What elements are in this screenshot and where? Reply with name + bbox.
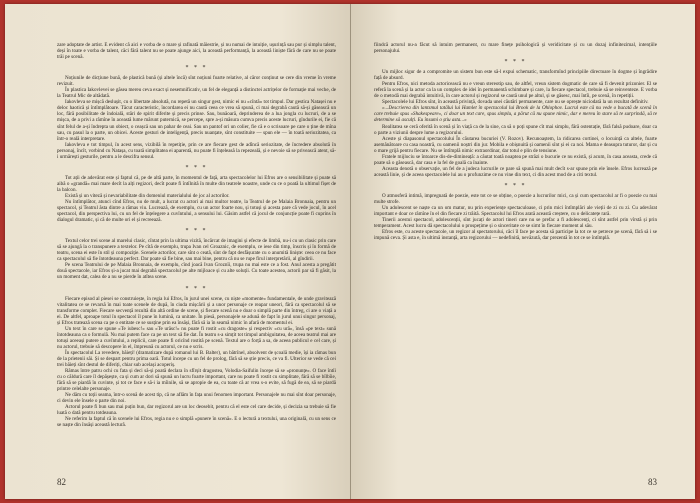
right-page <box>350 4 695 499</box>
paragraph: Pentru Efros, nici metoda actoricească nu e vreun stereotip sau, de altfel, vreun sistem dogmatic de care să fi devenit prizonier. El se referă la scenă și la actor ca la un complex de idei în permanentă schimbare și care, la fiecare spectacol, trebuie să se reinventeze. E vorba de o metodă mai degrabă intuitivă, în care actorul și regizorul se caută unul pe altul, și se găsesc, mai întîi, pe scenă, în repetiții. <box>374 81 657 100</box>
paragraph: Pe scena Teatrului de pe Malaia Bronnaia, de exemplu, cînd joacă Ivan Groznîi, trupa nu mai este ce a fost. Anul acesta a pregătit două spectacole, iar Efros și-a jucat mai degrabă spectacolul pe alte mijloace și cu alte soluții. Cu toate acestea, actorii par să fi găsit, la un moment dat, calea de a nu se pierde în atîtea scene. <box>57 262 336 281</box>
paragraph: Un text în care se spune «Te iubesc!» sau «Te urăsc!» nu poate fi rostit «cu dragoste» și respectiv «cu ură», însă «pe text» sună întotdeauna ca o formulă. Nu mai putem face ca pe un text să fie dat. În teatru s-a simțit tot timpul ambiguitatea, de aceea teatrul mai are totuși aceeași putere a cuvîntului, a replicii, care poate fi oricînd rostită pe scenă. Textul are o forță a sa, de aceea publicul e cel care, și nu actorul, trebuie să descopere în el, împreună cu actorul, ce nu e scris. <box>57 325 336 350</box>
section-divider: * * * <box>504 59 527 66</box>
paragraph: Actorul poate fi bun sau mai puțin bun, dar regizorul are un loc deosebit, pentru că el este cel care decide, și decizia sa trebuie să fie luată o dată pentru totdeauna. <box>57 404 336 417</box>
page-number: 82 <box>57 477 66 487</box>
section-divider: * * * <box>185 228 208 235</box>
paragraph: Ne dăm cu toții seama, într-o scenă de acest tip, că ne aflăm în fața unui fenomen important. Personajele nu mai sînt doar personaje, ci devin ele însele o parte din noi. <box>57 392 336 405</box>
block-quote: «...Descrierea din lantsmul tatălui lui Hamlet în spectacolul lui Brook de la Ohlophov. Lucrul este că nu vede o bucată de scenă în care trebuie spus «Shakespeare», ci doar un text care, spus simplu, a părut că nu spune nimic, dar e mereu în stare să te surprindă, să te determine să asculți. Eu însumi o știu asta...» <box>374 105 657 124</box>
paragraph: Un mijloc sigur de a compromite un sistem bun este să-l expui schematic, transformînd principiile directoare în dogme și îngrădire față de absurd. <box>374 69 657 82</box>
paragraph: Aceasta denotă o observație, un fel de a judeca lucrurile ce pare să spună mai mult decît s-ar spune prin ele însele. Efros lucrează pe această linie, și de aceea spectacolele lui au o profunzime ce nu vine din text, ci din acest mod de a citi textul. <box>374 165 657 178</box>
paragraph: Ne referim la faptul că în scenele lui Efros, regia nu e o simplă «punere în scenă». E o lectură a textului, una originală, cu un sens ce se naște din însăși această lectură. <box>57 416 336 429</box>
left-page <box>5 4 350 499</box>
paragraph: Există și un viteză și nevariabilitate din domeniul materialului de joc al actorilor. <box>65 192 230 199</box>
book-gutter <box>350 4 351 499</box>
paragraph: Fiecare episod al piesei se construiește, în regia lui Efros, în jurul unei scene, cu niște «momente» fundamentale, de unde gravitează vitalitatea ce se revarsă în mai toate scenele de după, în ciuda mișcării și a unor personaje ce reapar uneori, fără ca spectacolul să se transforme complet. Fiecare secvență rezultă din altă ordine de scene, și fiecare scenă nu e doar o simplă parte din întreg, ci are o viață a ei. De altfel, aproape totul în spectacol îl pune în lumină, ca unitate. În piesă, personajele se adună de fapt în jurul unui singur personaj, și Efros tratează scena ca pe o entitate ce se susține prin ea însăși, fără să ia în seamă nimic în afară de momentul ei. <box>57 295 336 326</box>
section-divider: * * * <box>504 182 527 189</box>
paragraph: Rămas între patru ochi cu fata și deci să-și poată declara în sfîrșit dragostea, Volodia-Saifulin începe să se «pronunțe». O face întîi cu o căldură care îl depășește, ca și cum ar dori să spună un lucru foarte important, care nu poate fi rostit cu simplitate, fără să se bîlbîie, fără să se piardă în cuvinte, și tot ce face e să-i ia mîinile, să se apropie de ea, cu toate că ar vrea s-o evite, să fugă de ea, să se piardă printre celelalte personaje. <box>57 368 336 393</box>
paragraph: zare adoptate de artist. E evident că aici e vorba de o mare și rafinată măiestrie, și nu numai de intuiție, ușurință sau pur și simplu talent, deși în toate e vorba de talent, căci fără talent nu se poate ajunge aici, la această performanță, la această liniște fără de care nu se poate trăi pe scenă. <box>57 42 336 61</box>
paragraph: Iakovleva se mișcă deslușit, cu o libertate absolută, nu repetă un singur gest, nimic ei nu «cîntă» tot timpul. Dar gestica Natașei nu e deloc haotică și întîmplătoare. Tăcut caracteristic, încordarea ei nu caută ceea ce vrea să spună, ci mai degrabă caută să-și găsească un loc, fără posibilitate de îndoială, stări de spirit diferite și precis prinse. Sau, bunăoară, deprinderea de a lua jongla cu lucruri, de a se mișca, de a privi a rămîne în această lume mărunt puternică, se percepe, spre a-și măsura cumva precis aceste lucruri, gîndurile ei, fie că sînt felul de a-și îndrepta un obiect, o ceașcă sau un pahar de ceai. Sau un pantof ori un colier, fie că e o scrisoare pe care o ține de mîna sau, cu pasul la o parte, un obicei. Aceste gesturi de inteligență, precis nuanțate, sînt constituite — spun ele — în toată seriozitatea, ca într-o reală interpretare. <box>57 99 336 142</box>
page-number: 83 <box>648 477 657 487</box>
section-divider: * * * <box>185 65 208 72</box>
paragraph: Un adolescent se naște ca un om matur, nu prin experiențe spectaculoase, ci prin mici întîmplări ale vieții de zi cu zi. Cu adevărat important e doar ce rămîne în el din fiecare zi trăită. Spectacolul lui Efros arată această creștere, cu o delicatețe rară. <box>374 205 657 218</box>
paragraph: În plastica Iakovlevei se găsea mereu ceva exact și nesemnificativ, un fel de eleganță a distinctei actrițelor de formație mai veche, de la Teatrul Mic de altădată. <box>57 87 336 100</box>
right-page-text <box>374 42 657 241</box>
paragraph: Nu întîmplător, atunci cînd Efros, nu de mult, a lucrat cu actori ai mai multor teatre, la Teatrul de pe Malaia Bronnaia, pentru un spectacol, și Teatrul ăsta dintre a rămas viu. Lucrează, de exemplu, cu un actor foarte nou, și totuși și acesta pare că vede jocul, în acel spectacol, din perspectiva lui, cu un fel de înțelegere a cuvîntului, a sensului lui. Găsim astfel că jocul de conjuncție poate fi cuprins în dialogul dramatic, și că de multe ori el și recreează. <box>57 198 336 224</box>
paragraph: Spectacolele lui Efros sînt, în această privință, dovada unei căutări permanente, care nu se oprește niciodată la un rezultat definitiv. <box>382 99 649 106</box>
paragraph: O atmosferă intimă, impregnată de poezie, este tot ce se obține, o poezie a lucrurilor mici, ca și cum spectacolul ar fi o poezie cu mai multe strofe. <box>374 192 657 205</box>
paragraph: fiindcă actorul nu-a făcut să intuim permanent, cu mare finețe psihologică și veridicitate și cu un dozaj infinitezimal, intențiile personajului. <box>374 42 657 55</box>
section-divider: * * * <box>185 164 208 171</box>
paragraph: Tinerii acestui spectacol, adolescenții, sînt jucați de actori tineri care nu se prefac a fi adolescenți, ci sînt astfel prin vîrstă și prin temperament. Acest lucru dă spectacolului o prospețime și o sinceritate ce se simt în fiecare moment al său. <box>374 217 657 230</box>
paragraph: Noțiunile de dicțiune bună, de plastică bună (și altele încă) sînt noțiuni foarte relative, al căror conținut se cere din vreme în vreme revizuit. <box>57 75 336 88</box>
paragraph: Textul celor trei scene al marelui clasic, cîntat prin la ultima vizită, încărcat de imagini și efecte de limbă, nu-i cu un clasic prin care să se ajungă la o transpunere a textelor. Pe cîtă de exemplu, trupa Ivan cel Groaznic, de exemplu, ce iese din timp, înscris și în formă de teatru, scena ei este în stil și compoziție. Scenele actorilor, care sînt o ceată, sînt de fapt desfășurate cu o anumită liniște: ceea ce nu face ca spectacolul să fie întotdeauna perfect. Dar poate să fie bine, sau mai bine, pentru că nu se rupe firul interpretării, al gîndirii. <box>57 238 336 263</box>
open-book <box>5 4 695 499</box>
paragraph: Efros este, cu aceste spectacole, un regizor al spectatorului, căci îl face pe acesta să participe la tot ce se petrece pe scenă, fără să i se impună ceva. Și asta e, în ultimă instanță, arta regizorului — nedefinită, nevăzută, dar prezentă în tot ce se întîmplă. <box>374 229 657 242</box>
paragraph: În spectacolul La revedere, băieți! (dramatizare după romanul lui B. Balter), un bătrînel, absolvent de școală medie, își ia rămas bun de la prietenii săi. Și se despart pentru prima oară. Totul începe cu un fel de prolog, fără să se știe precis, ce va fi. Ulterior se vede că cei trei băieți sînt destul de diferiți, chiar sub același acoperiș. <box>57 349 336 369</box>
paragraph: Tot ații de adevărat este și faptul că, pe de altă parte, în momentul de față, arta spectacolelor lui Efros are o sensibilitate și poate să aibă o «grandă» mai mare decît la alți regizori, decît poate fi întîlnită în multe din teatrele noastre, unde cu ce o poată la ultimul fișet de la balcon. <box>57 174 336 193</box>
section-divider: * * * <box>185 285 208 292</box>
paragraph: Aceste și diapasonul spectacolului În căutarea bucuriei (V. Rozov). Recunoaștem, la ridicarea cortinei, o locuință ca altele, foarte asemănătoare cu casa noastră, cu oamenii noștri din jur. Mobila e obișnuită și oamenii sînt și ei ca noi. Mama e deasupra tuturor, dar și cu o mare grijă pentru fiecare. Nu se întîmplă nimic extraordinar, dar totul e plin de tensiune. <box>374 135 657 154</box>
left-page-text <box>57 42 336 429</box>
paragraph: Iakovleva e tot timpul, în acest sens, vizibilă în repetiție, prin ce are fiecare gest de adîncă seriozitate, de încredere absolută în personaj, încît, vorbind cu Natașa, cu toată simplitatea ei aparentă, nu poate fi înțeleasă la repezeală, și e nevoie să se privească atent, să-i urmărești gesturile, pentru a le descifra sensul. <box>57 141 336 160</box>
paragraph: Realitatea se ceră oferită în scenă și în viață ca de la sine, ca să o poți spune cît mai simplu, fără ostentație, fără falsă pudoare, doar ca o parte a viziunii despre lume a regizorului. <box>374 123 657 136</box>
paragraph: Fratele mijlociu se întoarce dis-de-dimineață: a căutat toată noaptea pe străzi o bucurie ce nu există, și acum, în casa aceasta, crede că poate să o găsească, dar casa e la fel de goală ca înainte. <box>374 153 657 166</box>
